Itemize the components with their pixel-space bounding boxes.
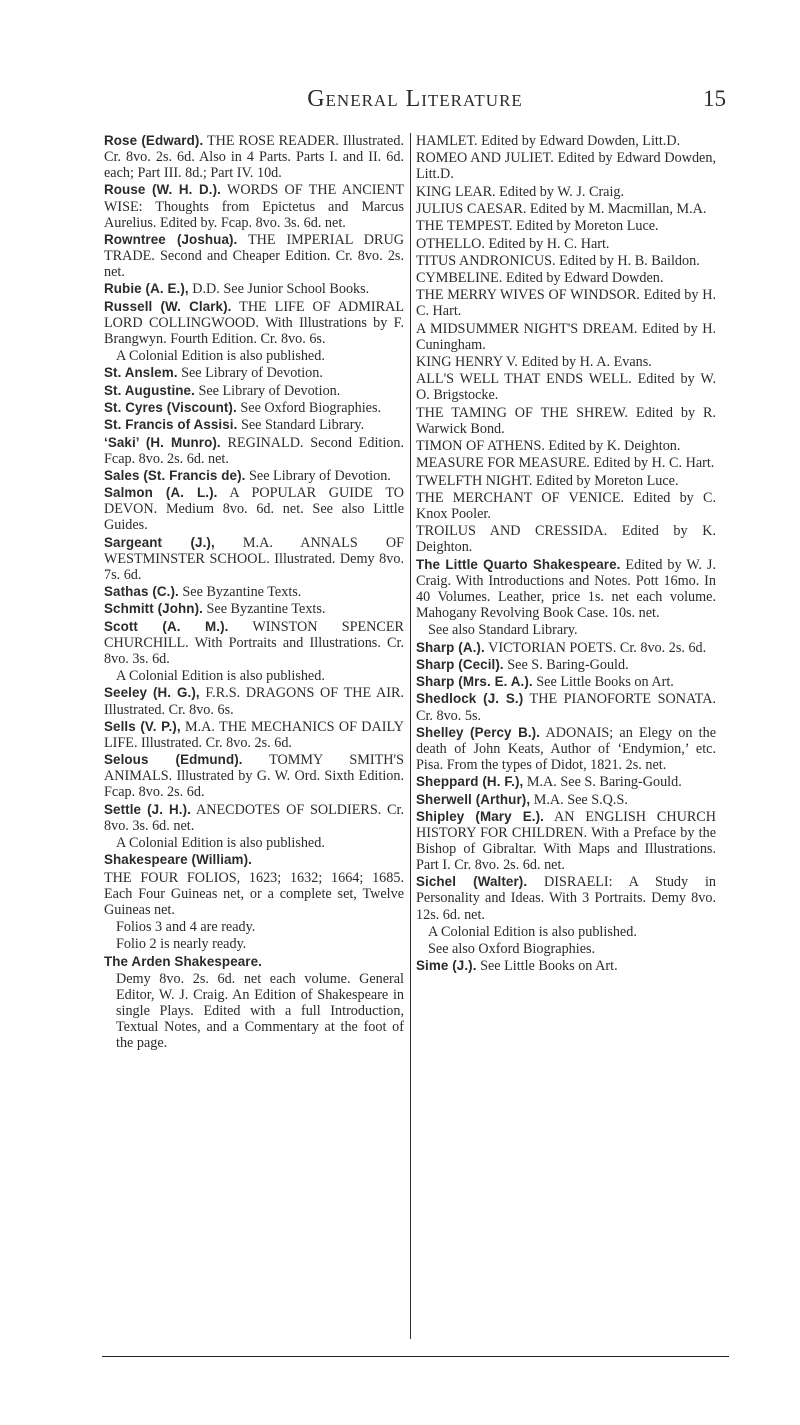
entry-author: St. Augustine. xyxy=(104,382,195,398)
catalogue-entry xyxy=(104,383,404,399)
running-title: General Literature xyxy=(307,86,523,112)
catalogue-entry xyxy=(104,182,404,230)
catalogue-entry xyxy=(104,417,404,433)
catalogue-entry xyxy=(104,485,404,533)
entry-author: Sells (V. P.), xyxy=(104,718,181,734)
entry-description: WINSTON SPENCER CHURCHILL. With Portraits and Illustrations. Cr. 8vo. 3s. 6d. xyxy=(104,618,404,667)
entry-description: Edited by W. J. Craig. With Introductions and Notes. Pott 16mo. In 40 Volumes. Leather, price 1s. net each volume. Mahogany Revolving Book Case. 10s. net. xyxy=(416,556,717,621)
entry-author: Rose (Edward). xyxy=(104,133,204,148)
entry-author: Seeley (H. G.), xyxy=(104,685,200,701)
right-column xyxy=(416,133,716,976)
catalogue-entry xyxy=(104,365,404,381)
catalogue-entry xyxy=(104,752,404,800)
entry-description: See Standard Library. xyxy=(237,417,365,434)
entry-author: St. Anslem. xyxy=(104,365,178,381)
catalogue-entry xyxy=(416,455,716,471)
catalogue-entry xyxy=(416,958,716,974)
catalogue-entry xyxy=(116,348,404,364)
entry-description: A Colonial Edition is also published. xyxy=(428,923,637,940)
entry-description: WORDS OF THE ANCIENT WISE: Thoughts from Epictetus and Marcus Aurelius. Edited by. Fcap. 8vo. 3s. 6d. net. xyxy=(104,182,404,231)
catalogue-entry xyxy=(416,371,716,403)
entry-description: Demy 8vo. 2s. 6d. net each volume. General Editor, W. J. Craig. An Edition of Shakespeare in single Plays. Edited with a full Introduction, Textual Notes, and a Commentary at the foot of the page. xyxy=(116,970,404,1052)
entry-description: KING LEAR. Edited by W. J. Craig. xyxy=(416,183,625,200)
entry-author: Rouse (W. H. D.). xyxy=(104,182,221,198)
catalogue-entry xyxy=(416,201,716,217)
entry-description: A Colonial Edition is also published. xyxy=(116,348,325,365)
entry-description: See Library of Devotion. xyxy=(194,382,341,399)
catalogue-entry xyxy=(416,321,716,353)
entry-description: A Colonial Edition is also published. xyxy=(116,668,325,685)
entry-author: Russell (W. Clark). xyxy=(104,298,232,314)
entry-author: Shakespeare (William). xyxy=(104,852,252,868)
entry-author: The Arden Shakespeare. xyxy=(104,953,262,969)
catalogue-entry xyxy=(416,557,716,621)
entry-description: See Little Books on Art. xyxy=(532,674,674,691)
catalogue-entry xyxy=(116,971,404,1051)
entry-description: D.D. See Junior School Books. xyxy=(188,281,370,298)
catalogue-entry xyxy=(428,622,716,638)
entry-description: TWELFTH NIGHT. Edited by Moreton Luce. xyxy=(416,472,679,489)
catalogue-entry xyxy=(416,236,716,252)
entry-description: THE TEMPEST. Edited by Moreton Luce. xyxy=(416,218,659,235)
page-number: 15 xyxy=(703,86,726,111)
entry-author: Sharp (Mrs. E. A.). xyxy=(416,674,533,690)
catalogue-entry xyxy=(416,523,716,555)
entry-description: TIMON OF ATHENS. Edited by K. Deighton. xyxy=(416,438,681,455)
entry-description: VICTORIAN POETS. Cr. 8vo. 2s. 6d. xyxy=(484,639,707,656)
entry-description: ADONAIS; an Elegy on the death of John Keats, Author of ‘Endymion,’ etc. Pisa. From the types of Didot, 1821. 2s. net. xyxy=(416,724,717,773)
entry-description: See also Oxford Biographies. xyxy=(428,941,596,958)
catalogue-entry xyxy=(416,725,716,773)
catalogue-entry xyxy=(104,468,404,484)
entry-author: Sharp (Cecil). xyxy=(416,656,504,672)
catalogue-entry xyxy=(416,287,716,319)
entry-description: THE ROSE READER. Illustrated. Cr. 8vo. 2s. 6d. Also in 4 Parts. Parts I. and II. 6d. each; Part III. 8d.; Part IV. 10d. xyxy=(104,133,404,182)
catalogue-entry xyxy=(104,954,404,970)
entry-description: See Library of Devotion. xyxy=(177,365,323,382)
entry-description: REGINALD. Second Edition. Fcap. 8vo. 2s. 6d. net. xyxy=(104,434,405,467)
entry-description: See Little Books on Art. xyxy=(476,958,618,975)
entry-description: A Colonial Edition is also published. xyxy=(116,835,325,852)
entry-description: ANECDOTES OF SOLDIERS. Cr. 8vo. 3s. 6d. net. xyxy=(104,801,404,834)
catalogue-entry xyxy=(104,232,404,280)
catalogue-entry xyxy=(104,619,404,667)
entry-description: THE PIANOFORTE SONATA. Cr. 8vo. 5s. xyxy=(416,691,716,724)
catalogue-entry xyxy=(416,405,716,437)
catalogue-entry xyxy=(416,133,716,149)
catalogue-entry xyxy=(104,281,404,297)
entry-author: St. Francis of Assisi. xyxy=(104,417,238,433)
catalogue-entry xyxy=(104,133,404,181)
entry-author: Sherwell (Arthur), xyxy=(416,791,531,807)
catalogue-entry xyxy=(416,473,716,489)
entry-description: A POPULAR GUIDE TO DEVON. Medium 8vo. 6d. net. See also Little Guides. xyxy=(104,485,405,534)
catalogue-entry xyxy=(416,792,716,808)
catalogue-entry xyxy=(416,354,716,370)
catalogue-entry xyxy=(416,657,716,673)
entry-author: Sheppard (H. F.), xyxy=(416,774,524,790)
entry-description: See Oxford Biographies. xyxy=(236,400,382,416)
catalogue-entry xyxy=(428,924,716,940)
entry-author: Sichel (Walter). xyxy=(416,874,528,890)
entry-description: Folio 2 is nearly ready. xyxy=(116,936,247,953)
catalogue-entry xyxy=(416,438,716,454)
entry-author: Shelley (Percy B.). xyxy=(416,724,541,740)
entry-description: M.A. ANNALS OF WESTMINSTER SCHOOL. Illustrated. Demy 8vo. 7s. 6d. xyxy=(104,534,404,583)
catalogue-entry xyxy=(104,584,404,600)
entry-description: TITUS ANDRONICUS. Edited by H. B. Baildon. xyxy=(416,252,700,269)
entry-description: THE IMPERIAL DRUG TRADE. Second and Cheaper Edition. Cr. 8vo. 2s. net. xyxy=(104,231,404,281)
bottom-rule xyxy=(102,1356,729,1357)
entry-description: M.A. See S. Baring-Gould. xyxy=(523,774,682,791)
catalogue-entry xyxy=(104,852,404,868)
entry-author: Selous (Edmund). xyxy=(104,752,243,768)
entry-author: Sharp (A.). xyxy=(416,639,485,655)
entry-author: Scott (A. M.). xyxy=(104,618,229,634)
catalogue-entry xyxy=(416,490,716,522)
catalogue-entry xyxy=(104,400,404,416)
entry-description: TROILUS AND CRESSIDA. Edited by K. Deighton. xyxy=(416,523,716,556)
catalogue-entry xyxy=(416,874,716,922)
entry-author: Sathas (C.). xyxy=(104,584,179,600)
catalogue-entry xyxy=(116,835,404,851)
entry-description: KING HENRY V. Edited by H. A. Evans. xyxy=(416,354,652,371)
entry-description: See Library of Devotion. xyxy=(245,467,391,484)
entry-description: Folios 3 and 4 are ready. xyxy=(116,919,256,936)
entry-author: Salmon (A. L.). xyxy=(104,485,218,501)
catalogue-entry xyxy=(104,535,404,583)
entry-description: CYMBELINE. Edited by Edward Dowden. xyxy=(416,270,664,287)
entry-author: Sargeant (J.), xyxy=(104,534,215,550)
entry-description: See also Standard Library. xyxy=(428,622,578,639)
entry-description: MEASURE FOR MEASURE. Edited by H. C. Hart. xyxy=(416,455,715,472)
entry-description: AN ENGLISH CHURCH HISTORY FOR CHILDREN. With a Preface by the Bishop of Gibraltar. With Maps and Illustrations. Part I. Cr. 8vo. 2s. 6d. net. xyxy=(416,808,716,874)
entry-description: HAMLET. Edited by Edward Dowden, Litt.D. xyxy=(416,133,681,149)
catalogue-entry xyxy=(416,253,716,269)
entry-description: M.A. See S.Q.S. xyxy=(530,791,628,808)
entry-author: Sime (J.). xyxy=(416,958,477,974)
catalogue-entry xyxy=(116,936,404,952)
catalogue-entry xyxy=(416,809,716,873)
catalogue-entry xyxy=(416,674,716,690)
catalogue-entry xyxy=(104,719,404,751)
entry-author: Rowntree (Joshua). xyxy=(104,231,238,247)
catalogue-entry xyxy=(416,184,716,200)
page-header xyxy=(104,86,726,114)
entry-description: ROMEO AND JULIET. Edited by Edward Dowden, Litt.D. xyxy=(416,150,716,183)
entry-description: OTHELLO. Edited by H. C. Hart. xyxy=(416,235,610,252)
entry-author: The Little Quarto Shakespeare. xyxy=(416,556,621,572)
entry-description: JULIUS CAESAR. Edited by M. Macmillan, M.A. xyxy=(416,200,707,217)
catalogue-entry xyxy=(416,640,716,656)
catalogue-entry xyxy=(416,774,716,790)
entry-description: THE MERCHANT OF VENICE. Edited by C. Knox Pooler. xyxy=(416,489,716,523)
entry-description: THE MERRY WIVES OF WINDSOR. Edited by H. C. Hart. xyxy=(416,287,716,320)
entry-author: Schmitt (John). xyxy=(104,601,203,617)
entry-author: ‘Saki’ (H. Munro). xyxy=(104,434,221,450)
entry-description: THE LIFE OF ADMIRAL LORD COLLINGWOOD. With Illustrations by F. Brangwyn. Fourth Edition. Cr. 8vo. 6s. xyxy=(104,298,404,347)
catalogue-entry xyxy=(428,941,716,957)
catalogue-entry xyxy=(416,150,716,182)
entry-author: Settle (J. H.). xyxy=(104,801,192,817)
entry-author: Shedlock (J. S.) xyxy=(416,691,524,707)
catalogue-entry xyxy=(104,802,404,834)
entry-description: See Byzantine Texts. xyxy=(202,601,326,618)
entry-description: THE TAMING OF THE SHREW. Edited by R. Warwick Bond. xyxy=(416,404,716,437)
entry-description: See Byzantine Texts. xyxy=(178,584,302,601)
catalogue-entry xyxy=(416,218,716,234)
entry-author: Rubie (A. E.), xyxy=(104,281,189,297)
catalogue-entry xyxy=(116,919,404,935)
left-column xyxy=(104,133,404,1053)
entry-description: ALL'S WELL THAT ENDS WELL. Edited by W. O. Brigstocke. xyxy=(416,371,716,404)
entry-description: DISRAELI: A Study in Personality and Ideas. With 3 Portraits. Demy 8vo. 12s. 6d. net. xyxy=(416,874,716,923)
entry-description: TOMMY SMITH'S ANIMALS. Illustrated by G. W. Ord. Sixth Edition. Fcap. 8vo. 2s. 6d. xyxy=(104,752,405,801)
catalogue-entry xyxy=(104,601,404,617)
column-divider xyxy=(410,133,411,1339)
entry-description: See S. Baring-Gould. xyxy=(503,656,629,673)
entry-author: Sales (St. Francis de). xyxy=(104,467,246,483)
catalogue-entry xyxy=(104,870,404,918)
entry-description: F.R.S. DRAGONS OF THE AIR. Illustrated. Cr. 8vo. 6s. xyxy=(104,685,405,718)
catalogue-entry xyxy=(104,435,404,467)
catalogue-entry xyxy=(104,685,404,717)
catalogue-entry xyxy=(104,299,404,347)
entry-author: Shipley (Mary E.). xyxy=(416,808,544,824)
catalogue-entry xyxy=(416,691,716,723)
entry-author: St. Cyres (Viscount). xyxy=(104,400,237,415)
two-column-body xyxy=(104,133,726,1339)
entry-description: M.A. THE MECHANICS OF DAILY LIFE. Illustrated. Cr. 8vo. 2s. 6d. xyxy=(104,718,405,751)
catalogue-entry xyxy=(116,668,404,684)
entry-description: THE FOUR FOLIOS, 1623; 1632; 1664; 1685. Each Four Guineas net, or a complete set, Twelve Guineas net. xyxy=(104,869,404,918)
catalogue-entry xyxy=(416,270,716,286)
entry-description: A MIDSUMMER NIGHT'S DREAM. Edited by H. Cuningham. xyxy=(416,320,716,353)
